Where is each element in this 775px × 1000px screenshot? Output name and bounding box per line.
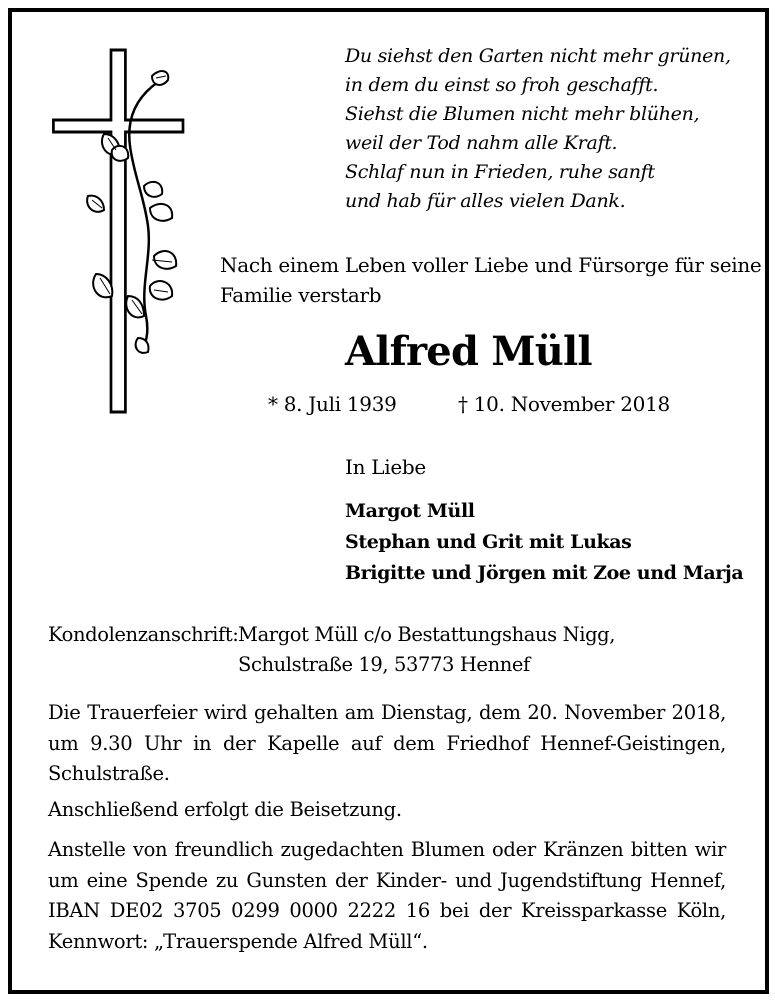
funeral-paragraph xyxy=(48,698,726,790)
cross-with-vine-icon xyxy=(48,46,188,418)
poem-line: Siehst die Blumen nicht mehr blühen, xyxy=(345,103,700,125)
poem-line: in dem du einst so froh geschafft. xyxy=(345,74,659,96)
donation-line: Anstelle von freundlich zugedachten Blumen oder Kränzen bitten wir xyxy=(48,838,726,861)
funeral-line: Die Trauerfeier wird gehalten am Dienstag, dem 20. November 2018, xyxy=(48,701,726,724)
mourners-list xyxy=(345,496,743,589)
poem-line: Du siehst den Garten nicht mehr grünen, xyxy=(345,45,731,67)
mourner: Brigitte und Jörgen mit Zoe und Marja xyxy=(345,562,744,584)
poem xyxy=(345,42,731,216)
condolence-address-line: Schulstraße 19, 53773 Hennef xyxy=(238,653,530,676)
intro-line: Familie verstarb xyxy=(220,283,382,307)
donation-line: IBAN DE02 3705 0299 0000 2222 16 bei der Kreissparkasse Köln, xyxy=(48,899,726,922)
intro-text xyxy=(220,250,762,310)
intro-line: Nach einem Leben voller Liebe und Fürsorge für seine xyxy=(220,253,762,277)
poem-line: weil der Tod nahm alle Kraft. xyxy=(345,132,618,154)
burial-paragraph: Anschließend erfolgt die Beisetzung. xyxy=(48,798,402,821)
donation-paragraph xyxy=(48,835,726,957)
condolence-address-line: Margot Müll c/o Bestattungshaus Nigg, xyxy=(238,623,616,646)
donation-line: Kennwort: „Trauerspende Alfred Müll“. xyxy=(48,929,428,953)
mourner: Stephan und Grit mit Lukas xyxy=(345,531,632,553)
deceased-name: Alfred Müll xyxy=(345,328,592,375)
poem-line: Schlaf nun in Frieden, ruhe sanft xyxy=(345,161,655,183)
funeral-line: Schulstraße. xyxy=(48,762,170,785)
death-date: † 10. November 2018 xyxy=(458,392,670,416)
donation-line: um eine Spende zu Gunsten der Kinder- und Jugendstiftung Hennef, xyxy=(48,868,726,892)
in-liebe-label: In Liebe xyxy=(345,455,426,479)
mourner: Margot Müll xyxy=(345,500,475,522)
condolence-label: Kondolenzanschrift: xyxy=(48,623,239,646)
funeral-line: um 9.30 Uhr in der Kapelle auf dem Friedhof Hennef-Geistingen, xyxy=(48,731,726,755)
birth-date: * 8. Juli 1939 xyxy=(268,392,397,416)
poem-line: und hab für alles vielen Dank. xyxy=(345,190,626,212)
